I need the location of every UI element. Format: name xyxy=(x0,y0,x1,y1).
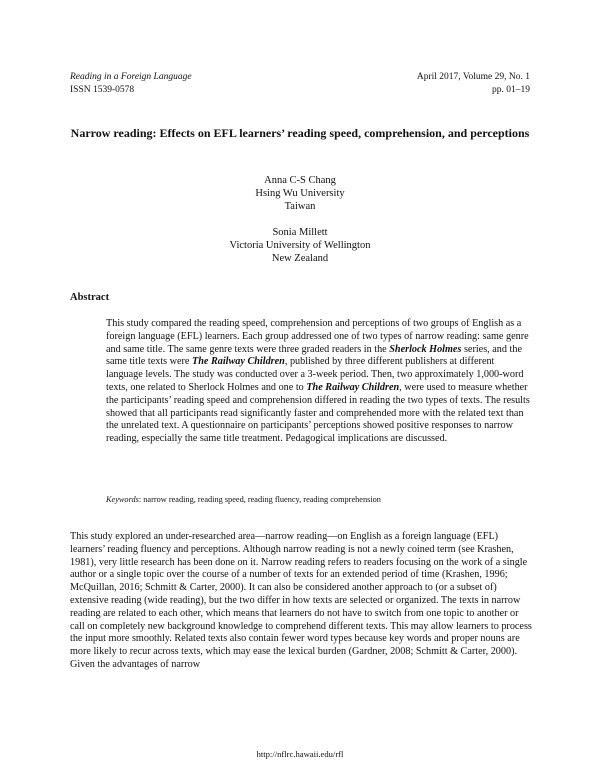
abstract-heading: Abstract xyxy=(70,292,110,303)
keywords-line xyxy=(106,494,536,505)
author-affiliation: Hsing Wu University xyxy=(255,188,345,199)
page-range: pp. 01–19 xyxy=(492,84,530,95)
abstract-segment: This study compared the reading speed, comprehension and perceptions of two groups of English as a foreign language (EFL) learners. Each group addressed one of two types of narrow reading: same genre and same title. The same genre texts were three graded readers in the xyxy=(106,318,529,355)
keywords-label: Keywords xyxy=(106,495,139,504)
book-title-railway: The Railway Children xyxy=(306,381,400,393)
author-name: Sonia Millett xyxy=(272,227,328,238)
abstract-segment: , published by three different publishers at different language levels. The study was conducted over a 3-week period. Then, two approximately 1,000-word texts, one related to Sherlock Holmes and one to xyxy=(106,356,524,393)
author-block xyxy=(0,174,600,265)
author-country: New Zealand xyxy=(271,253,329,264)
paper-title: Narrow reading: Effects on EFL learners’ reading speed, comprehension, and perceptions xyxy=(70,126,530,140)
running-header-left xyxy=(70,71,192,96)
footer-url[interactable]: http://nflrc.hawaii.edu/rfl xyxy=(256,749,344,759)
author-name: Anna C-S Chang xyxy=(264,175,336,186)
journal-name: Reading in a Foreign Language xyxy=(70,72,192,82)
book-title-sherlock: Sherlock Holmes xyxy=(389,343,462,355)
issue-info: April 2017, Volume 29, No. 1 xyxy=(416,72,530,82)
author-affiliation: Victoria University of Wellington xyxy=(229,240,371,251)
body-paragraph: This study explored an under-researched area—narrow reading—on English as a foreign language (EFL) learners’ reading fluency and perceptions. Although narrow reading is not a newly coined term (see Krashen, 1981), very little research has been done on it. Narrow reading refers to readers focusing on the work of a single author or a single topic over the course of a number of texts for an extended period of time (Krashen, 1996; McQuillan, 2016; Schmitt & Carter, 2000). It can also be considered another approach to (or a subset of) extensive reading (wide reading), but the two differ in how texts are selected or organized. The texts in narrow reading are related to each other, which means that learners do not have to switch from one topic to another or call on completely new background knowledge to comprehend different texts. This may allow learners to process the input more smoothly. Related texts also contain fewer word types because key words and proper nouns are more likely to recur across texts, which may ease the lexical burden (Gardner, 2008; Schmitt & Carter, 2000). Given the advantages of narrow xyxy=(70,531,532,670)
book-title-railway: The Railway Children xyxy=(192,356,285,368)
running-header-right xyxy=(417,71,530,96)
abstract-text xyxy=(106,318,532,446)
abstract-segment: , were used to measure whether the participants’ reading speed and comprehension differed in reading the two types of texts. The results showed that all participants read significantly faster and comprehended more with the related text than the unrelated text. A questionnaire on participants’ perceptions showed positive responses to narrow reading, especially the same title treatment. Pedagogical implications are discussed. xyxy=(106,381,530,445)
issn: ISSN 1539-0578 xyxy=(70,84,135,95)
keywords-list: : narrow reading, reading speed, reading fluency, reading comprehension xyxy=(138,495,381,504)
author-spacer xyxy=(0,213,600,226)
author-country: Taiwan xyxy=(284,201,316,212)
abstract-segment: series, and the same title texts were xyxy=(106,343,522,368)
